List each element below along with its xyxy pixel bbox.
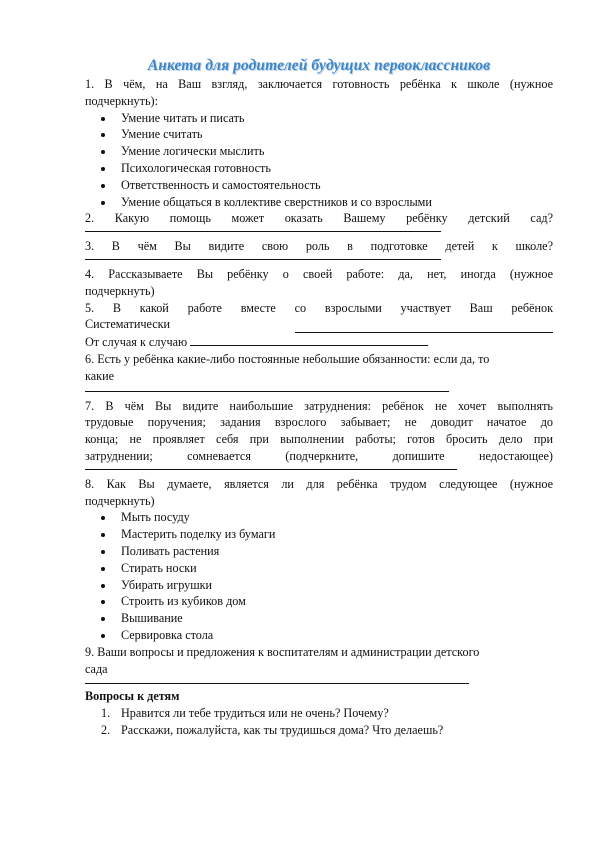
q8-line1: 8. Как Вы думаете, является ли для ребёнка трудом следующее (нужное <box>85 476 553 491</box>
q7-line2: трудовые поручения; задания взрослого забывает; не доводит начатое до <box>85 415 553 430</box>
kids-question <box>99 705 553 722</box>
q9-line2: сада <box>85 661 108 676</box>
q4-line1: 4. Рассказываете Вы ребёнку о своей работе: да, нет, иногда (нужное <box>85 266 553 281</box>
q8-option[interactable]: Стирать носки <box>99 560 553 577</box>
q6-answer-line[interactable] <box>85 391 449 392</box>
q1-line1: 1. В чём, на Ваш взгляд, заключается готовность ребёнка к школе (нужное <box>85 77 553 91</box>
questionnaire-page <box>85 56 553 739</box>
kids-questions <box>85 705 553 739</box>
q1-option[interactable]: Ответственность и самостоятельность <box>99 177 553 194</box>
kids-question-number: 2. <box>101 722 111 737</box>
q6-line2: какие <box>85 368 114 383</box>
q5-occasional-label: От случая к случаю <box>85 335 188 350</box>
kids-question <box>99 722 553 739</box>
kids-question-number: 1. <box>101 706 111 721</box>
q7-answer-line[interactable] <box>85 469 457 470</box>
q5-systematic-answer-line[interactable] <box>295 320 553 333</box>
q1-option[interactable]: Умение логически мыслить <box>99 143 553 160</box>
q5-systematic-label: Систематически <box>85 317 171 332</box>
q2-text: 2. Какую помощь может оказать Вашему ребёнку детский сад? <box>85 211 553 226</box>
q6-line1: 6. Есть у ребёнка какие-либо постоянные небольшие обязанности: если да, то <box>85 351 490 366</box>
kids-question-text: Нравится ли тебе трудиться или не очень? Почему? <box>121 706 389 721</box>
q8-options <box>85 509 553 643</box>
q3-text: 3. В чём Вы видите свою роль в подготовке детей к школе? <box>85 239 553 254</box>
q2-answer-line[interactable] <box>85 231 441 232</box>
q8-option[interactable]: Убирать игрушки <box>99 577 553 594</box>
q8-option[interactable]: Сервировка стола <box>99 627 553 644</box>
q1-option[interactable]: Психологическая готовность <box>99 160 553 177</box>
q8-option[interactable]: Поливать растения <box>99 543 553 560</box>
q5-line1: 5. В какой работе вместе со взрослыми участвует Ваш ребёнок <box>85 300 553 315</box>
q8-option[interactable]: Мыть посуду <box>99 509 553 526</box>
q8-option[interactable]: Вышивание <box>99 610 553 627</box>
q1-line2: подчеркнуть): <box>85 93 158 108</box>
q8-line2: подчеркнуть) <box>85 493 155 508</box>
q1-option[interactable]: Умение считать <box>99 126 553 143</box>
page-title: Анкета для родителей будущих первоклассников <box>147 57 491 74</box>
kids-heading: Вопросы к детям <box>85 689 180 704</box>
q5-systematic-row <box>85 316 553 333</box>
q7-line4: затруднении; сомневается (подчеркните, допишите недостающее) <box>85 448 553 463</box>
q8-option[interactable]: Строить из кубиков дом <box>99 593 553 610</box>
q1-options <box>85 110 553 211</box>
q1-option[interactable]: Умение общаться в коллективе сверстников и со взрослыми <box>99 194 553 211</box>
q3-answer-line[interactable] <box>85 259 441 260</box>
q1-option[interactable]: Умение читать и писать <box>99 110 553 127</box>
kids-question-text: Расскажи, пожалуйста, как ты трудишься дома? Что делаешь? <box>121 722 444 737</box>
q7-line1: 7. В чём Вы видите наибольшие затруднения: ребёнок не хочет выполнять <box>85 398 553 413</box>
q9-line1: 9. Ваши вопросы и предложения к воспитателям и администрации детского <box>85 644 480 659</box>
q5-occasional-answer-line[interactable] <box>190 333 428 346</box>
q7-line3: конца; не проявляет себя при выполнении работы; готов бросить дело при <box>85 432 553 447</box>
q9-answer-line[interactable] <box>85 683 469 684</box>
q4-line2: подчеркнуть) <box>85 283 155 298</box>
q5-occasional-row <box>85 333 553 351</box>
q8-option[interactable]: Мастерить поделку из бумаги <box>99 526 553 543</box>
